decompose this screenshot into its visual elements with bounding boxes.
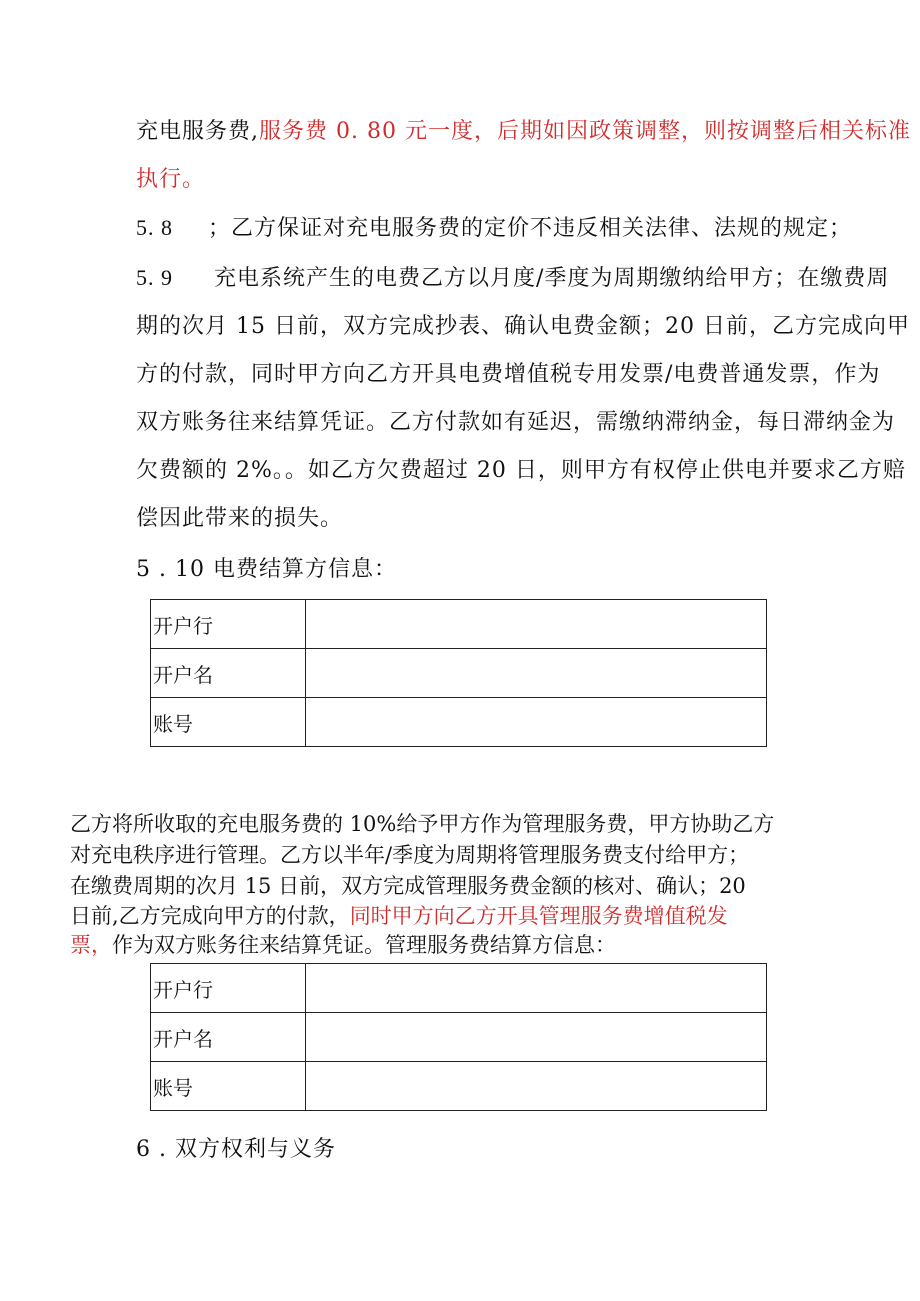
bank-value	[306, 964, 767, 1013]
bank-label: 开户行	[151, 600, 306, 649]
clause-5-9-line-4: 双方账务往来结算凭证。乙方付款如有延迟，需缴纳滞纳金，每日滞纳金为	[136, 410, 896, 435]
management-fee-line-4-text: 日前,乙方完成向甲方的付款，	[70, 904, 350, 928]
clause-5-9-number: 5. 9	[136, 265, 173, 290]
account-number-label: 账号	[151, 698, 306, 747]
clause-5-9-line-1	[136, 264, 889, 293]
account-number-value	[306, 1062, 767, 1111]
account-name-label: 开户名	[151, 649, 306, 698]
account-number-value	[306, 698, 767, 747]
account-name-value	[306, 1013, 767, 1062]
clause-5-10-heading: 5 . 10 电费结算方信息：	[136, 557, 397, 582]
service-fee-line-2: 执行。	[136, 167, 206, 192]
service-fee-line-1	[136, 118, 911, 146]
management-fee-line-3: 在缴费周期的次月 15 日前，双方完成管理服务费金额的核对、确认；20	[70, 874, 746, 898]
clause-5-9-line-3: 方的付款，同时甲方向乙方开具电费增值税专用发票/电费普通发票，作为	[136, 362, 881, 387]
table-row	[151, 1013, 767, 1062]
table-row	[151, 1062, 767, 1111]
clause-5-9-line-2: 期的次月 15 日前，双方完成抄表、确认电费金额；20 日前，乙方完成向甲	[136, 314, 910, 339]
section-6-heading: 6 . 双方权利与义务	[136, 1137, 336, 1162]
table-row	[151, 600, 767, 649]
management-fee-line-5-text: 作为双方账务往来结算凭证。管理服务费结算方信息：	[112, 933, 616, 957]
service-fee-label: 充电服务费,	[136, 119, 259, 144]
table-row	[151, 964, 767, 1013]
clause-5-9-line-6: 偿因此带来的损失。	[136, 506, 344, 531]
management-fee-line-5	[70, 931, 616, 959]
electricity-account-table	[150, 599, 767, 747]
bank-value	[306, 600, 767, 649]
account-name-label: 开户名	[151, 1013, 306, 1062]
clause-5-8	[136, 214, 852, 243]
clause-5-8-text: ；乙方保证对充电服务费的定价不违反相关法律、法规的规定；	[208, 216, 853, 241]
service-fee-rate-text: 服务费 0. 80 元一度，后期如因政策调整，则按调整后相关标准	[259, 119, 911, 144]
clause-5-9-line-5: 欠费额的 2%。。如乙方欠费超过 20 日，则甲方有权停止供电并要求乙方赔	[136, 458, 906, 483]
management-fee-invoice-end: 票，	[70, 933, 112, 957]
table-row	[151, 698, 767, 747]
bank-label: 开户行	[151, 964, 306, 1013]
clause-5-9-text: 充电系统产生的电费乙方以月度/季度为周期缴纳给甲方；在缴费周	[214, 266, 890, 291]
management-account-table	[150, 963, 767, 1111]
management-fee-line-1: 乙方将所收取的充电服务费的 10%给予甲方作为管理服务费，甲方协助乙方	[70, 812, 775, 836]
account-number-label: 账号	[151, 1062, 306, 1111]
account-name-value	[306, 649, 767, 698]
management-fee-line-4	[70, 902, 728, 930]
clause-5-8-number: 5. 8	[136, 215, 173, 240]
table-row	[151, 649, 767, 698]
management-fee-line-2: 对充电秩序进行管理。乙方以半年/季度为周期将管理服务费支付给甲方；	[70, 843, 750, 867]
management-fee-invoice-text: 同时甲方向乙方开具管理服务费增值税发	[349, 904, 728, 928]
